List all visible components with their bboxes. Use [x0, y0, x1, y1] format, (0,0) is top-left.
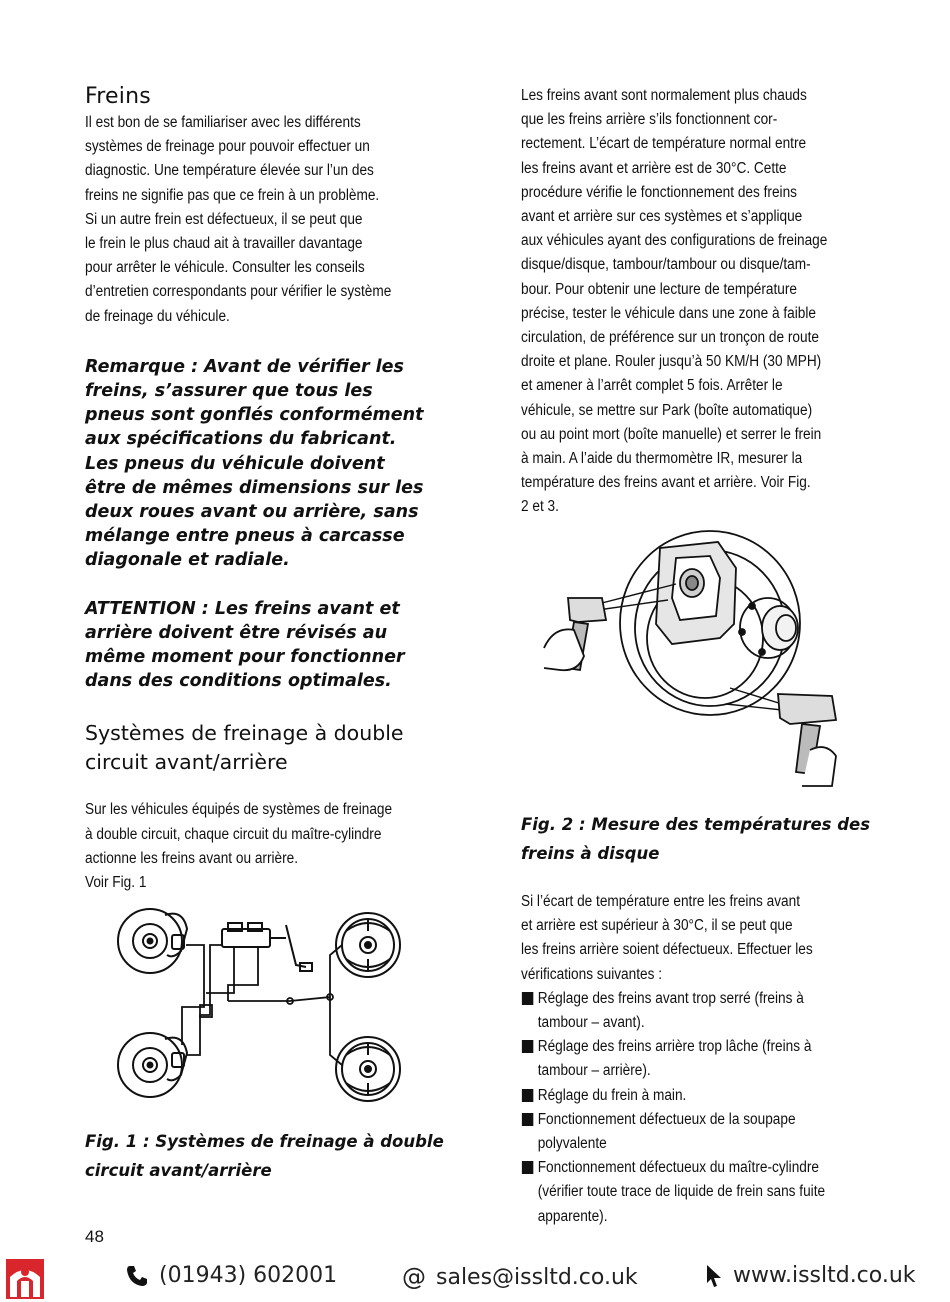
- text-line: tambour – arrière).: [537, 1062, 651, 1080]
- text-line: ATTENTION : Les freins avant et: [85, 598, 400, 619]
- list-item: [521, 987, 873, 1035]
- list-item: [521, 1084, 873, 1108]
- text-line: Remarque : Avant de vérifier les: [85, 356, 404, 377]
- text-line: véhicule, se mettre sur Park (boîte automatique): [521, 401, 813, 419]
- text-line: diagonale et radiale.: [85, 550, 290, 571]
- text-line: aux spécifications du fabricant.: [85, 429, 397, 450]
- text-line: freins, s’assurer que tous les: [85, 381, 373, 402]
- text-line: pneus sont gonflés conformément: [85, 405, 424, 426]
- right-column-lower: [521, 811, 871, 1229]
- text-line: le frein le plus chaud ait à travailler davantage: [85, 235, 363, 253]
- text-line: Il est bon de se familiariser avec les différents: [85, 114, 361, 131]
- text-line: tambour – avant).: [537, 1014, 645, 1032]
- text-line: à main. A l’aide du thermomètre IR, mesurer la: [521, 450, 803, 468]
- square-bullet-icon: [522, 992, 533, 1005]
- text-line: droite et plane. Rouler jusqu’à 50 KM/H (30 MPH): [521, 353, 822, 371]
- text-line: Réglage des freins arrière trop lâche (freins à: [537, 1038, 812, 1056]
- text-line: actionne les freins avant ou arrière.: [85, 849, 299, 867]
- text-line: d’entretien correspondants pour vérifier le système: [85, 283, 392, 301]
- iss-logo-icon: [6, 1259, 44, 1299]
- list-item: [521, 1156, 873, 1229]
- list-item: [521, 1035, 873, 1083]
- text-line: arrière doivent être révisés au: [85, 622, 388, 643]
- text-line: que les freins arrière s’ils fonctionnent cor-: [521, 111, 778, 129]
- text-line: disque/disque, tambour/tambour ou disque/tam-: [521, 256, 811, 274]
- text-line: Réglage des freins avant trop serré (freins à: [537, 989, 804, 1007]
- text-line: à double circuit, chaque circuit du maître-cylindre: [85, 825, 382, 843]
- square-bullet-icon: [522, 1089, 533, 1102]
- text-line: et arrière est supérieur à 30°C, il se peut que: [521, 917, 793, 935]
- text-line: Réglage du frein à main.: [537, 1086, 687, 1104]
- text-line: Fig. 2 : Mesure des températures des: [521, 815, 871, 834]
- text-line: aux véhicules ayant des configurations de freinage: [521, 232, 828, 250]
- text-line: être de mêmes dimensions sur les: [85, 477, 424, 498]
- text-line: les freins avant et arrière est de 30°C. Cette: [521, 159, 787, 177]
- ir-thermometer-right-icon: [778, 694, 836, 786]
- text-line: de freinage du véhicule.: [85, 307, 230, 325]
- text-line: deux roues avant ou arrière, sans: [85, 502, 419, 523]
- rear-right-drum-icon: [336, 1037, 400, 1101]
- text-line: et amener à l’arrêt complet 5 fois. Arrêter le: [521, 377, 783, 395]
- text-line: dans des conditions optimales.: [85, 671, 392, 692]
- text-line: Systèmes de freinage à double: [85, 721, 404, 746]
- text-line: circuit avant/arrière: [85, 1160, 272, 1180]
- dual-circuit-paragraph: [85, 798, 437, 895]
- master-cylinder-icon: [222, 923, 312, 971]
- text-line: procédure vérifie le fonctionnement des freins: [521, 183, 797, 201]
- text-line: Les freins avant sont normalement plus chauds: [521, 87, 807, 104]
- cursor-icon: [705, 1264, 723, 1288]
- procedure-paragraph: [521, 84, 873, 520]
- intro-paragraph: [85, 111, 437, 329]
- text-line: 2 et 3.: [521, 498, 559, 516]
- text-line: Les pneus du véhicule doivent: [85, 453, 385, 474]
- at-icon: @: [402, 1263, 426, 1291]
- checks-list: [521, 987, 873, 1229]
- fig1-caption: [85, 1128, 444, 1185]
- front-right-drum-icon: [336, 913, 400, 977]
- text-line: Fig. 1 : Systèmes de freinage à double: [85, 1132, 444, 1151]
- fig2-disc-brake-measurement-illustration: [540, 528, 840, 790]
- footer-website[interactable]: [705, 1263, 916, 1288]
- brake-lines: [182, 945, 342, 1065]
- text-line: même moment pour fonctionner: [85, 647, 405, 668]
- fig1-brake-circuit-diagram: [110, 905, 410, 1105]
- email-address: sales@issltd.co.uk: [436, 1264, 638, 1290]
- brake-caliper-icon: [656, 542, 736, 644]
- text-line: bour. Pour obtenir une lecture de température: [521, 280, 798, 298]
- section-heading-freins: Freins: [85, 84, 151, 109]
- text-line: pour arrêter le véhicule. Consulter les conseils: [85, 259, 365, 277]
- text-line: circuit avant/arrière: [85, 750, 288, 775]
- text-line: apparente).: [537, 1207, 608, 1225]
- square-bullet-icon: [522, 1161, 533, 1174]
- ir-thermometer-left-icon: [544, 598, 606, 670]
- text-line: Si l’écart de température entre les freins avant: [521, 893, 801, 910]
- check-section: [521, 890, 873, 1229]
- text-line: précise, tester le véhicule dans une zone à faible: [521, 304, 816, 322]
- phone-icon: [125, 1264, 149, 1288]
- text-line: freins ne signifie pas que ce frein à un problème.: [85, 186, 380, 204]
- right-column: [521, 84, 871, 520]
- text-line: Si un autre frein est défectueux, il se peut que: [85, 210, 363, 228]
- text-line: avant et arrière sur ces systèmes et s’applique: [521, 208, 803, 226]
- square-bullet-icon: [522, 1113, 533, 1126]
- wheel-hub-icon: [739, 598, 798, 658]
- text-line: mélange entre pneus à carcasse: [85, 526, 405, 547]
- square-bullet-icon: [522, 1040, 533, 1053]
- remark-note: [85, 355, 435, 573]
- text-line: Fonctionnement défectueux de la soupape: [537, 1110, 796, 1128]
- rear-left-disc-icon: [118, 1033, 187, 1097]
- text-line: température des freins avant et arrière. Voir Fig.: [521, 474, 811, 492]
- front-left-disc-icon: [118, 909, 187, 973]
- text-line: rectement. L’écart de température normal entre: [521, 135, 807, 153]
- fig2-caption: [521, 811, 871, 868]
- section-heading-dual-circuit: [85, 719, 435, 777]
- text-line: ou au point mort (boîte manuelle) et serrer le frein: [521, 425, 822, 443]
- footer-phone[interactable]: [125, 1263, 337, 1288]
- text-line: diagnostic. Une température élevée sur l’un des: [85, 162, 374, 180]
- text-line: freins à disque: [521, 843, 660, 863]
- attention-note: [85, 597, 435, 694]
- list-item: [521, 1108, 873, 1156]
- footer-email[interactable]: [402, 1263, 638, 1291]
- text-line: vérifications suivantes :: [521, 965, 663, 983]
- text-line: Voir Fig. 1: [85, 874, 147, 892]
- text-line: polyvalente: [537, 1135, 607, 1153]
- website-url: www.issltd.co.uk: [733, 1263, 916, 1288]
- phone-number: (01943) 602001: [159, 1263, 338, 1288]
- text-line: systèmes de freinage pour pouvoir effectuer un: [85, 138, 370, 156]
- text-line: circulation, de préférence sur un tronçon de route: [521, 329, 819, 347]
- text-line: Fonctionnement défectueux du maître-cylindre: [537, 1159, 820, 1177]
- page-number: 48: [85, 1227, 104, 1246]
- footer: [0, 1255, 950, 1302]
- text-line: Sur les véhicules équipés de systèmes de freinage: [85, 801, 393, 819]
- left-column: [85, 84, 435, 895]
- text-line: les freins arrière soient défectueux. Effectuer les: [521, 941, 813, 959]
- text-line: (vérifier toute trace de liquide de frein sans fuite: [537, 1183, 826, 1201]
